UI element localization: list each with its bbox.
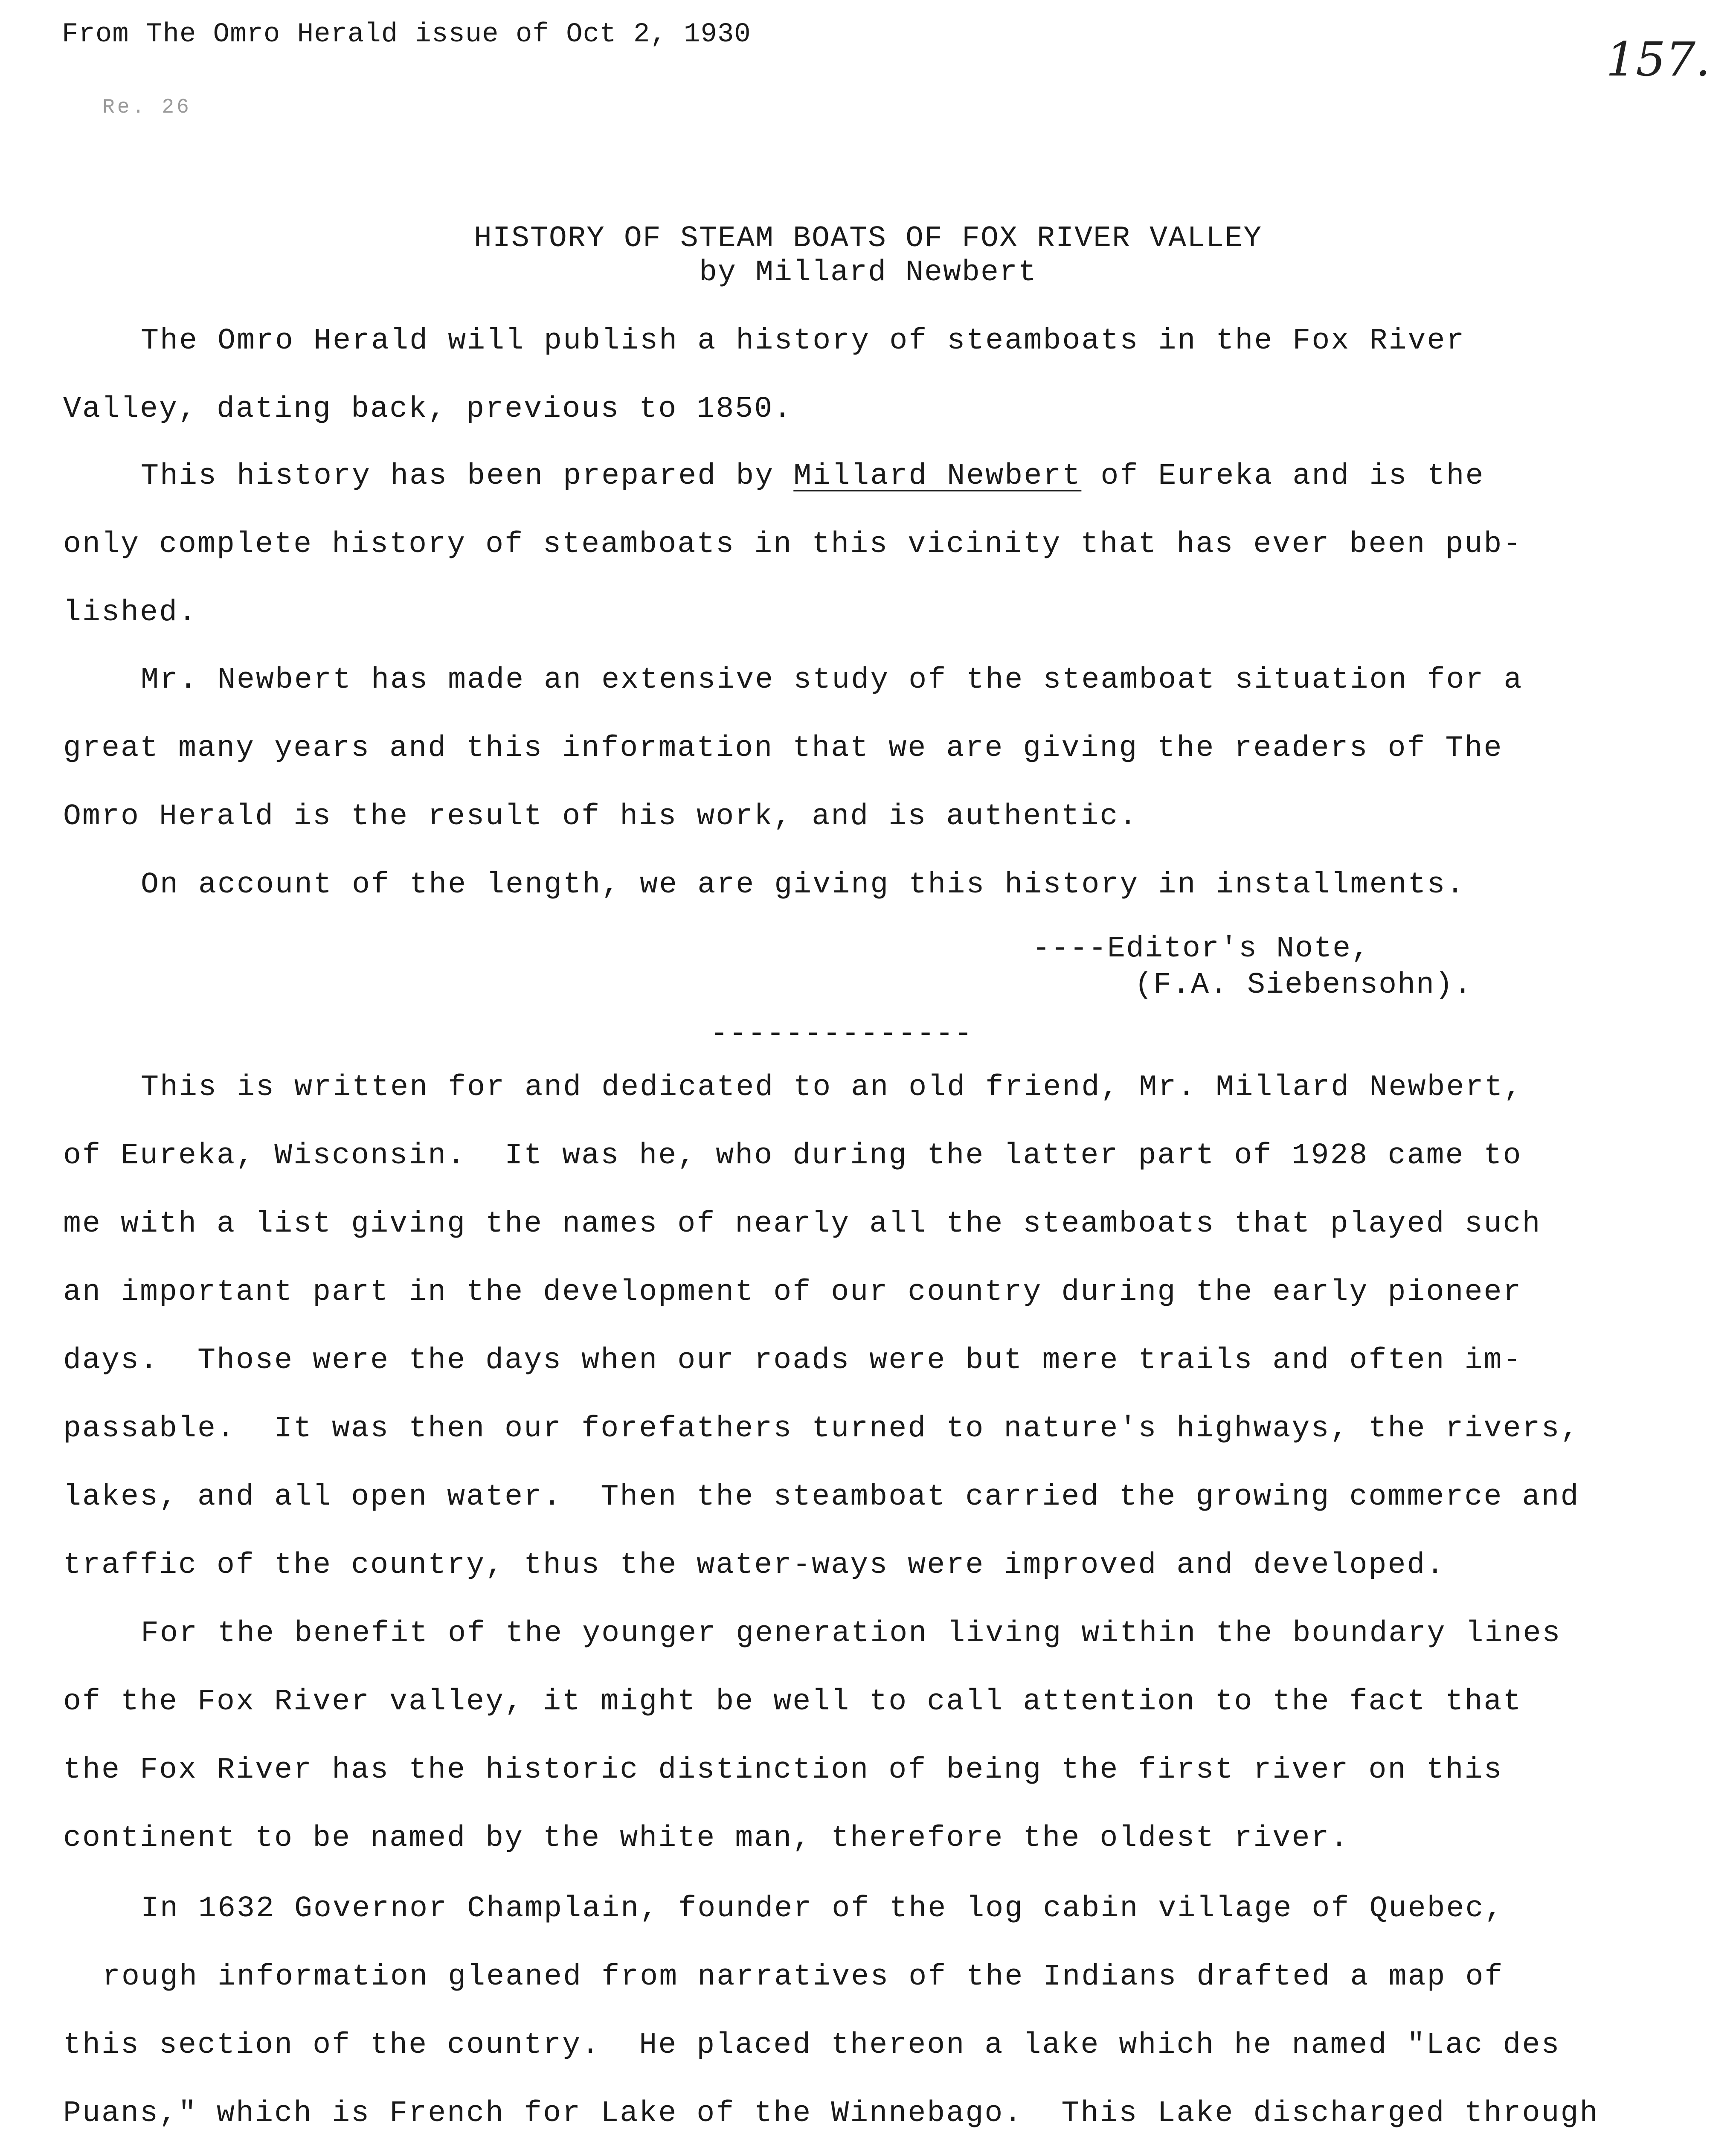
editor-note-signature: ----Editor's Note,	[1032, 932, 1370, 966]
text-line: lakes, and all open water. Then the steamboat carried the growing commerce and	[63, 1480, 1580, 1514]
text-line: For the benefit of the younger generation living within the boundary lines	[141, 1617, 1562, 1651]
underlined-author-name: Millard Newbert	[793, 459, 1082, 493]
text-line: days. Those were the days when our roads were but mere trails and often im-	[63, 1344, 1522, 1377]
text-line: The Omro Herald will publish a history of steamboats in the Fox River	[141, 324, 1466, 358]
text-line: this section of the country. He placed thereon a lake which he named "Lac des	[63, 2028, 1561, 2062]
text-fragment: of Eureka and is the	[1081, 459, 1485, 493]
section-divider: --------------	[710, 1017, 973, 1051]
text-line	[141, 459, 1485, 493]
text-line: rough information gleaned from narratives of the Indians drafted a map of	[102, 1960, 1504, 1994]
source-line: From The Omro Herald issue of Oct 2, 1930	[62, 19, 751, 50]
text-line: passable. It was then our forefathers turned to nature's highways, the rivers,	[63, 1412, 1580, 1446]
text-fragment: This history has been prepared by	[141, 459, 794, 493]
article-title: HISTORY OF STEAM BOATS OF FOX RIVER VALLEY	[473, 222, 1263, 256]
text-line: of Eureka, Wisconsin. It was he, who during the latter part of 1928 came to	[63, 1139, 1522, 1173]
article-byline: by Millard Newbert	[699, 256, 1037, 290]
text-line: an important part in the development of our country during the early pioneer	[63, 1276, 1522, 1309]
text-line: lished.	[63, 596, 198, 630]
text-line: Omro Herald is the result of his work, and is authentic.	[63, 800, 1138, 834]
text-line: of the Fox River valley, it might be well to call attention to the fact that	[63, 1685, 1522, 1719]
text-line: Valley, dating back, previous to 1850.	[63, 392, 793, 426]
editor-name: (F.A. Siebensohn).	[1135, 968, 1473, 1002]
text-line: great many years and this information that we are giving the readers of The	[63, 732, 1503, 765]
smudged-text: Re. 26	[102, 96, 192, 119]
text-line: Puans," which is French for Lake of the Winnebago. This Lake discharged through	[63, 2097, 1599, 2130]
text-line: continent to be named by the white man, therefore the oldest river.	[63, 1822, 1350, 1855]
text-line: only complete history of steamboats in this vicinity that has ever been pub-	[63, 528, 1522, 561]
text-line: This is written for and dedicated to an old friend, Mr. Millard Newbert,	[141, 1071, 1523, 1104]
page-number: 157.	[1606, 32, 1710, 87]
text-line: traffic of the country, thus the water-ways were improved and developed.	[63, 1549, 1446, 1582]
text-line: Mr. Newbert has made an extensive study of the steamboat situation for a	[141, 663, 1523, 697]
text-line: the Fox River has the historic distinction of being the first river on this	[63, 1753, 1503, 1787]
text-line: In 1632 Governor Champlain, founder of the log cabin village of Quebec,	[141, 1892, 1504, 1926]
text-line: On account of the length, we are giving this history in installments.	[141, 868, 1466, 902]
text-line: me with a list giving the names of nearly all the steamboats that played such	[63, 1207, 1541, 1241]
